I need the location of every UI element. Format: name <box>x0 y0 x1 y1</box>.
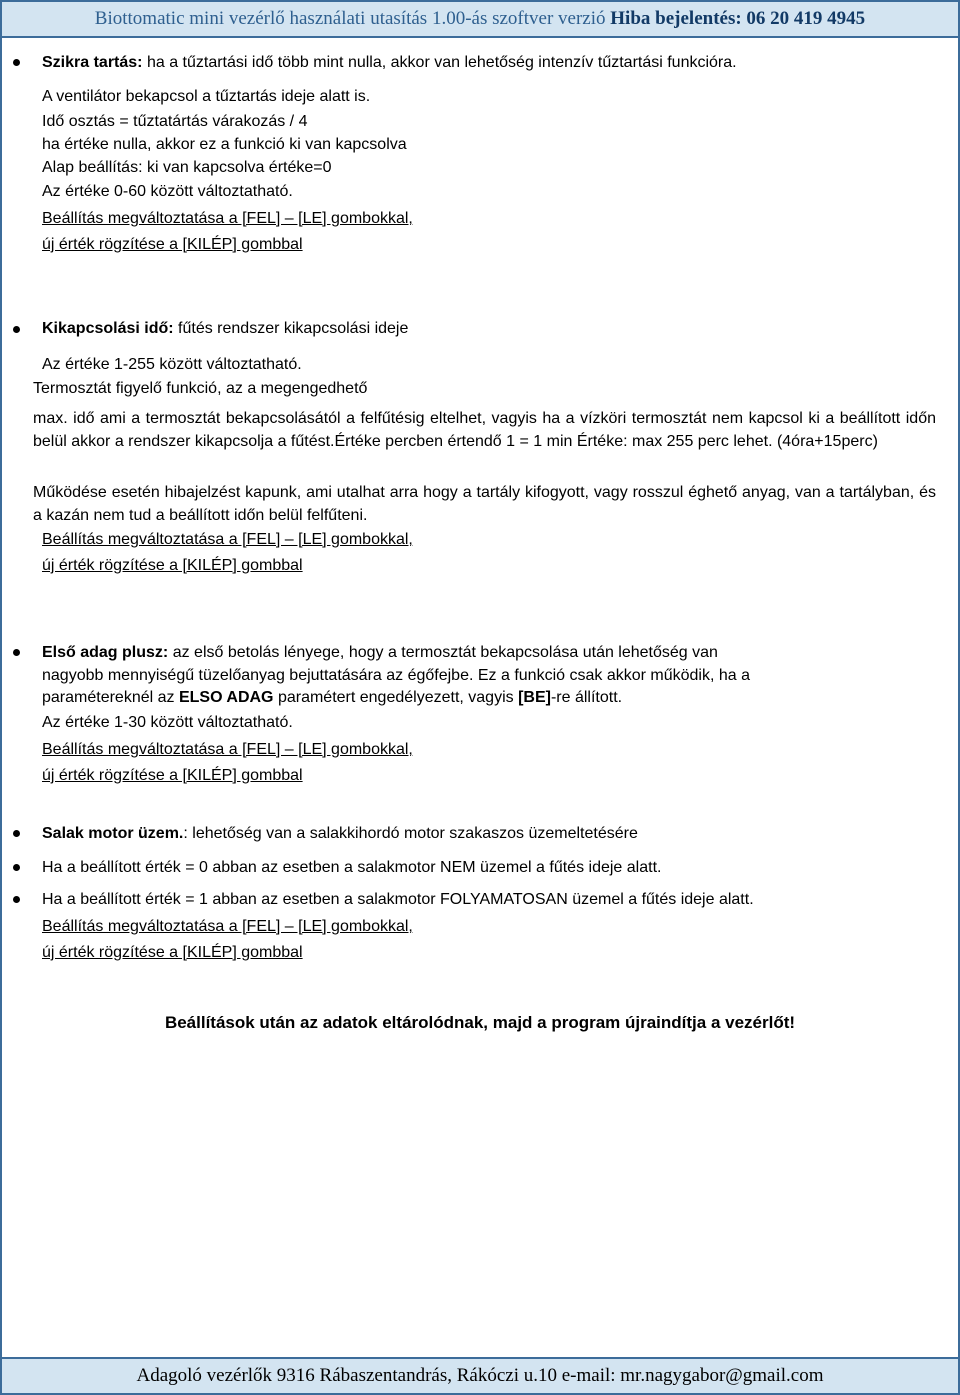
kikapcs-heading: Kikapcsolási idő: fűtés rendszer kikapcsolási ideje <box>42 320 409 337</box>
szikra-line: A ventilátor bekapcsol a tűztartás ideje alatt is. <box>42 88 371 105</box>
set-instruction: Beállítás megváltoztatása a [FEL] – [LE] gombokkal, <box>42 741 413 758</box>
elso-heading: Első adag plusz: az első betolás lényege, hogy a termosztát bekapcsolása után lehetőség van <box>42 644 718 661</box>
closing-note: Beállítások után az adatok eltárolódnak, majd a program újraindítja a vezérlőt! <box>164 1013 796 1032</box>
bullet-icon <box>13 59 20 66</box>
szikra-line: Alap beállítás: ki van kapcsolva értéke=0 <box>42 159 332 176</box>
salak-item: Ha a beállított érték = 0 abban az esetben a salakmotor NEM üzemel a fűtés ideje alatt. <box>42 859 662 876</box>
save-instruction: új érték rögzítése a [KILÉP] gombbal <box>42 767 303 784</box>
page-header <box>0 0 960 38</box>
footer-contact: Adagoló vezérlők 9316 Rábaszentandrás, Rákóczi u.10 e-mail: mr.nagygabor@gmail.com <box>136 1365 824 1386</box>
salak-heading: Salak motor üzem.: lehetőség van a salakkihordó motor szakaszos üzemeltetésére <box>42 825 638 842</box>
szikra-line: Az értéke 0-60 között változtatható. <box>42 183 293 200</box>
set-instruction: Beállítás megváltoztatása a [FEL] – [LE] gombokkal, <box>42 210 413 227</box>
salak-item: Ha a beállított érték = 1 abban az esetben a salakmotor FOLYAMATOSAN üzemel a fűtés ideje alatt. <box>42 891 754 908</box>
set-instruction: Beállítás megváltoztatása a [FEL] – [LE] gombokkal, <box>42 918 413 935</box>
szikra-line: Idő osztás = tűztatártás várakozás / 4 <box>42 113 308 130</box>
elso-line: Az értéke 1-30 között változtatható. <box>42 714 293 731</box>
kikapcs-line: Termosztát figyelő funkció, az a megengedhető <box>33 380 368 397</box>
bullet-icon <box>13 649 20 656</box>
bullet-icon <box>13 326 20 333</box>
bullet-icon <box>13 864 20 871</box>
kikapcs-paragraph: max. idő ami a termosztát bekapcsolásától a felfűtésig eltelhet, vagyis ha a vízköri termosztát nem kapcsol ki a beállított időn belül akkor a rendszer kikapcsolja a fűtést.Értéke percben értendő 1 = 1 min Értéke: max 255 perc lehet. (4óra+15perc) <box>33 410 936 450</box>
bullet-icon <box>13 830 20 837</box>
elso-line: paramétereknél az ELSO ADAG paramétert engedélyezett, vagyis [BE]-re állított. <box>42 689 623 706</box>
header-title: Biottomatic mini vezérlő használati utasítás 1.00-ás szoftver verzió <box>94 8 606 29</box>
header-error-report: Hiba bejelentés: 06 20 419 4945 <box>610 8 866 29</box>
kikapcs-line: Az értéke 1-255 között változtatható. <box>42 356 302 373</box>
set-instruction: Beállítás megváltoztatása a [FEL] – [LE] gombokkal, <box>42 531 413 548</box>
save-instruction: új érték rögzítése a [KILÉP] gombbal <box>42 557 303 574</box>
szikra-line: ha értéke nulla, akkor ez a funkció ki van kapcsolva <box>42 136 407 153</box>
bullet-icon <box>13 896 20 903</box>
save-instruction: új érték rögzítése a [KILÉP] gombbal <box>42 236 303 253</box>
kikapcs-paragraph: Működése esetén hibajelzést kapunk, ami utalhat arra hogy a tartály kifogyott, vagy rosszul éghető anyag, van a tartályban, és a kazán nem tud a beállított időn belül felfűteni. <box>33 484 936 524</box>
elso-line: nagyobb mennyiségű tüzelőanyag bejuttatására az égőfejbe. Ez a funkció csak akkor működik, ha a <box>42 667 750 684</box>
save-instruction: új érték rögzítése a [KILÉP] gombbal <box>42 944 303 961</box>
page-footer <box>0 1357 960 1395</box>
szikra-heading: Szikra tartás: ha a tűztartási idő több mint nulla, akkor van lehetőség intenzív tűztartási funkcióra. <box>42 54 737 71</box>
